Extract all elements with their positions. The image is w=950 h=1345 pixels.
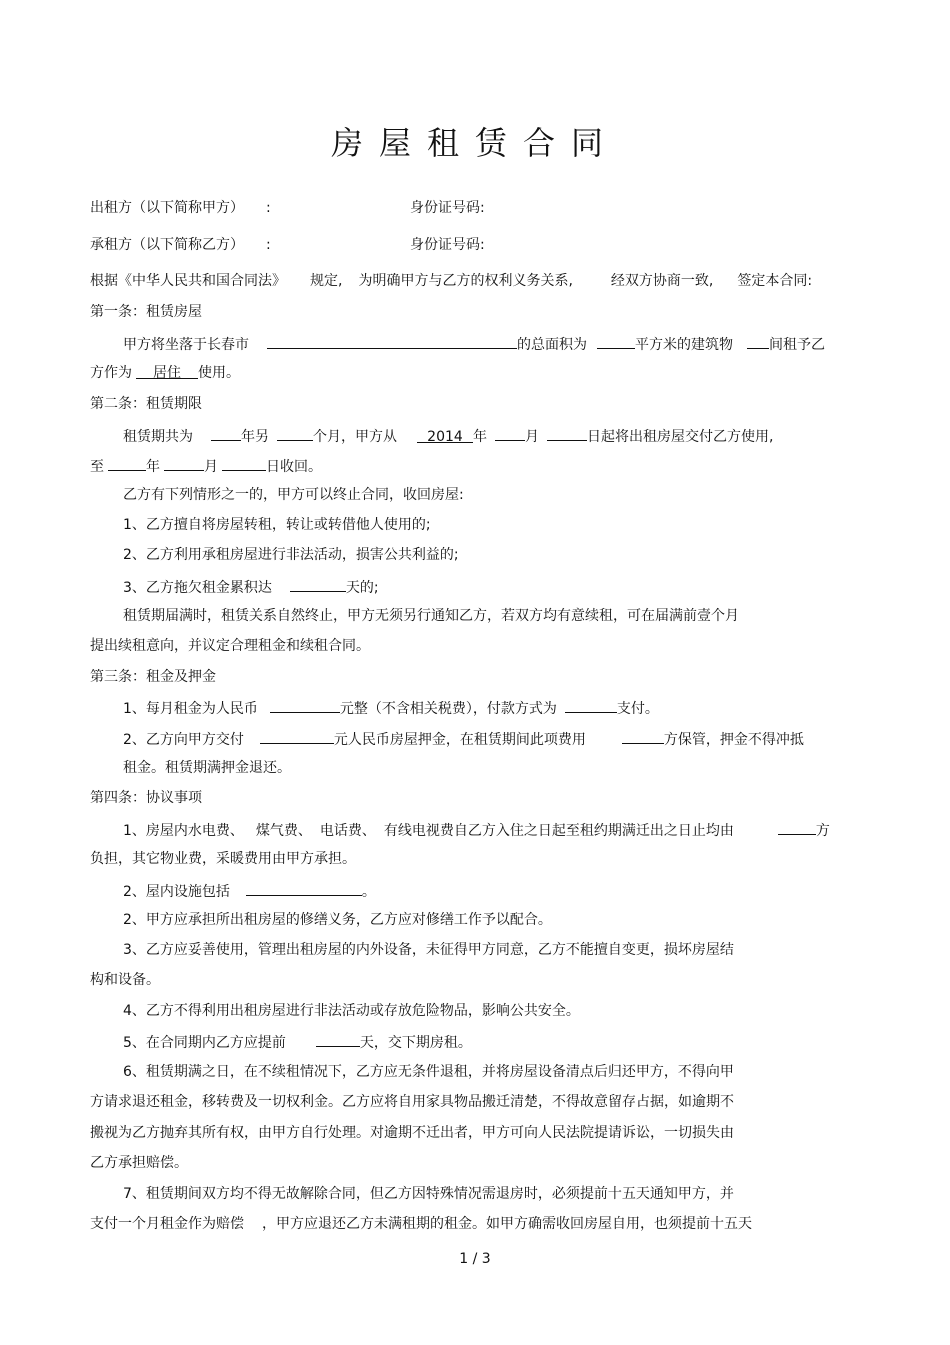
- article4-item8: 7、租赁期间双方均不得无故解除合同，但乙方因特殊情况需退房时，必须提前十五天通知甲方，并: [123, 1186, 734, 1202]
- text-fragment: 煤气费、: [255, 823, 312, 839]
- text-fragment: 日起将出租房屋交付乙方使用,: [587, 429, 774, 445]
- text-fragment: 2、乙方向甲方交付: [123, 732, 244, 748]
- end-day-blank: [222, 455, 266, 471]
- text-fragment: 方: [815, 823, 830, 839]
- text-fragment: 方作为: [90, 365, 132, 381]
- text-fragment: 有线电视费自乙方入住之日起至租约期满迁出之日止均由: [383, 823, 734, 839]
- lessee-label: 承租方（以下简称乙方）: [90, 237, 244, 253]
- preamble-part: 为明确甲方与乙方的权利义务关系,: [358, 273, 573, 289]
- article2-heading: 第二条：租赁期限: [90, 396, 202, 412]
- text-fragment: 支付。: [616, 701, 659, 717]
- text-fragment: 甲方将坐落于长春市: [123, 337, 249, 353]
- text-fragment: 电话费、: [319, 823, 376, 839]
- lessee-colon: :: [266, 237, 271, 253]
- utility-payer-blank: [778, 819, 816, 835]
- text-fragment: 元整（不含相关税费），付款方式为: [339, 701, 557, 717]
- article2-line1: [123, 425, 773, 447]
- text-fragment: 。: [361, 884, 376, 900]
- article4-item2: [123, 880, 376, 902]
- article4-item4-cont: 构和设备。: [90, 972, 160, 988]
- text-fragment: 平方米的建筑物: [635, 337, 733, 353]
- article2-line2: [90, 455, 322, 477]
- rent-amount-blank: [270, 697, 340, 713]
- lessor-label: 出租方（以下简称甲方）: [90, 200, 244, 216]
- article4-item7-cont1: 方请求退还租金，移转费及一切权利金。乙方应将自用家具物品搬迁清楚，不得故意留存占据，如逾期不: [90, 1094, 734, 1110]
- preamble-part: 签定本合同:: [737, 273, 813, 289]
- text-fragment: 5、在合同期内乙方应提前: [123, 1035, 286, 1051]
- lessee-line: [90, 235, 271, 255]
- renew-line2: 提出续租意向，并议定合理租金和续租合同。: [90, 638, 370, 654]
- end-year-blank: [108, 455, 146, 471]
- terminate-item-3: [123, 576, 379, 598]
- article4-item6: [123, 1031, 472, 1053]
- text-fragment: 月: [525, 429, 539, 445]
- article4-item7-cont2: 搬视为乙方抛弃其所有权，由甲方自行处理。对逾期不迁出者，甲方可向人民法院提请诉讼，一切损失由: [90, 1125, 734, 1141]
- article3-heading: 第三条：租金及押金: [90, 669, 216, 685]
- article3-item1: [123, 697, 659, 719]
- lessor-line: [90, 198, 271, 218]
- article3-item2-cont: 租金。租赁期满押金退还。: [123, 760, 291, 776]
- article4-item7-cont3: 乙方承担赔偿。: [90, 1155, 188, 1171]
- area-blank: [597, 333, 635, 349]
- start-month-blank: [495, 425, 525, 441]
- address-blank: [267, 333, 517, 349]
- text-fragment: 使用。: [198, 365, 240, 381]
- preamble-part: 根据《中华人民共和国合同法》: [90, 273, 286, 289]
- article4-item8-cont: [90, 1214, 752, 1234]
- article4-item3: 2、甲方应承担所出租房屋的修缮义务，乙方应对修缮工作予以配合。: [123, 912, 552, 928]
- text-fragment: 个月，甲方从: [313, 429, 397, 445]
- text-fragment: 的总面积为: [517, 337, 587, 353]
- facilities-blank: [246, 880, 362, 896]
- text-fragment: ，甲方应退还乙方未满租期的租金。如甲方确需收回房屋自用，也须提前十五天: [262, 1216, 752, 1232]
- preamble-part: 经双方协商一致,: [610, 273, 714, 289]
- article4-item5: 4、乙方不得利用出租房屋进行非法活动或存放危险物品，影响公共安全。: [123, 1003, 580, 1019]
- text-fragment: 日收回。: [266, 459, 322, 475]
- deposit-keeper-blank: [622, 728, 664, 744]
- terminate-intro: 乙方有下列情形之一的，甲方可以终止合同，收回房屋:: [123, 487, 464, 503]
- end-month-blank: [164, 455, 204, 471]
- text-fragment: 方保管，押金不得冲抵: [663, 732, 804, 748]
- text-fragment: 年: [473, 429, 487, 445]
- article1-heading: 第一条：租赁房屋: [90, 304, 202, 320]
- page-title: 房屋租赁合同: [330, 124, 619, 162]
- arrears-days-blank: [290, 576, 346, 592]
- text-fragment: 1、房屋内水电费、: [123, 823, 244, 839]
- preamble: [90, 271, 812, 291]
- text-fragment: 支付一个月租金作为赔偿: [90, 1216, 244, 1232]
- text-fragment: 2、屋内设施包括: [123, 884, 230, 900]
- article4-item7: 6、租赁期满之日，在不续租情况下，乙方应无条件退租，并将房屋设备清点后归还甲方，不得向甲: [123, 1064, 734, 1080]
- text-fragment: 年: [146, 459, 160, 475]
- terminate-item-2: 2、乙方利用承租房屋进行非法活动，损害公共利益的;: [123, 547, 459, 563]
- article1-line2: [90, 363, 240, 383]
- text-fragment: 至: [90, 459, 104, 475]
- rooms-blank: [747, 333, 769, 349]
- renew-line1: 租赁期届满时，租赁关系自然终止，甲方无须另行通知乙方，若双方均有意续租，可在届满前壹个月: [123, 608, 739, 624]
- lessee-id-label: 身份证号码:: [410, 237, 485, 253]
- text-fragment: 天，交下期房租。: [359, 1035, 472, 1051]
- payment-method-blank: [565, 697, 617, 713]
- years-blank: [211, 425, 241, 441]
- text-fragment: 元人民币房屋押金，在租赁期间此项费用: [333, 732, 586, 748]
- text-fragment: 天的;: [345, 580, 379, 596]
- article4-item1-cont: 负担，其它物业费，采暖费用由甲方承担。: [90, 851, 356, 867]
- text-fragment: 租赁期共为: [123, 429, 193, 445]
- text-fragment: 3、乙方拖欠租金累积达: [123, 580, 272, 596]
- article4-heading: 第四条：协议事项: [90, 790, 202, 806]
- start-day-blank: [547, 425, 587, 441]
- text-fragment: 间租予乙: [769, 337, 825, 353]
- article3-item2: [123, 728, 804, 750]
- page-number: 1 / 3: [459, 1251, 491, 1267]
- lessor-colon: :: [266, 200, 271, 216]
- lessor-id-label: 身份证号码:: [410, 200, 485, 216]
- text-fragment: 1、每月租金为人民币: [123, 701, 258, 717]
- use-value: 居住: [136, 363, 198, 379]
- text-fragment: 月: [204, 459, 218, 475]
- preamble-part: 规定,: [310, 273, 343, 289]
- terminate-item-1: 1、乙方擅自将房屋转租，转让或转借他人使用的;: [123, 517, 431, 533]
- months-blank: [277, 425, 313, 441]
- start-year-value: 2014: [417, 427, 473, 443]
- deposit-amount-blank: [260, 728, 334, 744]
- advance-days-blank: [316, 1031, 360, 1047]
- article4-item1: [123, 819, 830, 841]
- article1-line1: [123, 333, 825, 355]
- text-fragment: 年另: [241, 429, 269, 445]
- article4-item4: 3、乙方应妥善使用，管理出租房屋的内外设备，未征得甲方同意，乙方不能擅自变更，损坏房屋结: [123, 942, 734, 958]
